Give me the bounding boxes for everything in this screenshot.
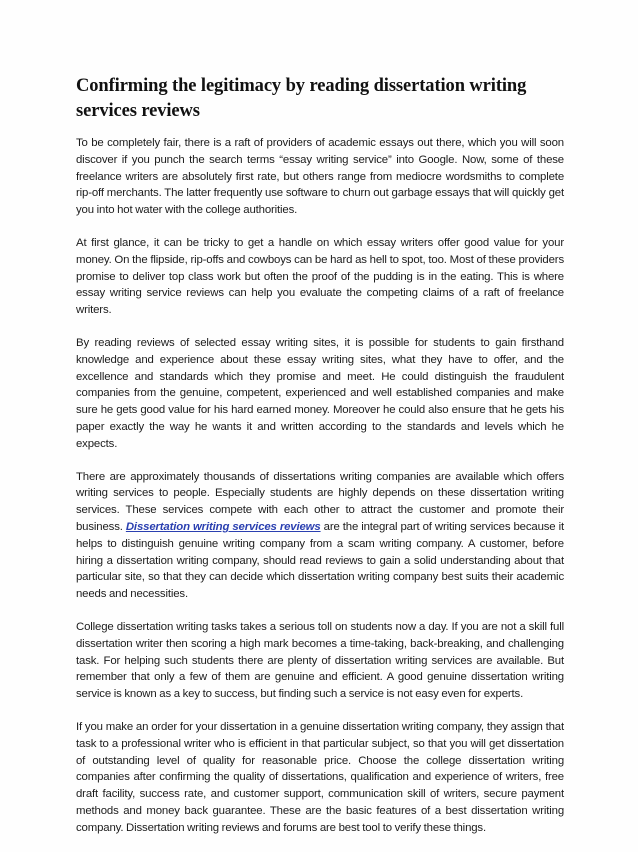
paragraph-make-order: If you make an order for your dissertation in a genuine dissertation writing company, they assign that task to a professional writer who is efficient in that particular subject, so that you will get dissertation of outstanding level of quality for reasonable price. Choose the college dissertation writing companies after confirming the quality of dissertations, qualification and experience of writers, free draft facility, success rate, and customer support, communication skill of writers, secure payment methods and money back guarantee. These are the basic features of a best dissertation writing company. Dissertation writing reviews and forums are best tool to verify these things. — [76, 720, 564, 834]
document-title: Confirming the legitimacy by reading dissertation writing services reviews — [76, 76, 527, 121]
paragraph-text-before-link: There are approximately thousands of dissertations writing companies are available which offers writing services to people. Especially students are highly depends on these dissertation writing services. These services compete with each other to attract the customer and promote their business. — [76, 470, 564, 533]
paragraph-thousands-companies — [76, 469, 564, 603]
document-page — [76, 74, 564, 852]
paragraph-college-tasks: College dissertation writing tasks takes a serious toll on students now a day. If you are not a skill full dissertation writer then scoring a high mark becomes a time-taking, back-breaking, and challenging task. For helping such students there are plenty of dissertation writing services are available. But remember that only a few of them are genuine and efficient. A good genuine dissertation writing service is known as a key to success, but finding such a service is not easy even for experts. — [76, 620, 564, 701]
paragraph-text-after-link: are the integral part of writing services because it helps to distinguish genuine writing company from a scam writing company. A customer, before hiring a dissertation writing company, should read reviews to gain a solid understanding about that particular site, so that they can decide which dissertation writing company best suits their academic needs and necessities. — [76, 520, 564, 601]
paragraph-first-glance: At first glance, it can be tricky to get a handle on which essay writers offer good value for your money. On the flipside, rip-offs and cowboys can be hard as hell to spot, too. Most of these providers promise to deliver top class work but often the proof of the pudding is in the eating. This is where essay writing service reviews can help you evaluate the competing claims of a raft of freelance writers. — [76, 236, 564, 317]
paragraph-intro: To be completely fair, there is a raft of providers of academic essays out there, which you will soon discover if you punch the search terms “essay writing service” into Google. Now, some of these freelance writers are absolutely first rate, but others range from mediocre wordsmiths to complete rip-off merchants. The latter frequently use software to churn out garbage essays that will quickly get you into hot water with the college authorities. — [76, 137, 564, 217]
dissertation-reviews-link[interactable]: Dissertation writing services reviews — [125, 520, 321, 533]
paragraph-reading-reviews: By reading reviews of selected essay writing sites, it is possible for students to gain firsthand knowledge and experience about these essay writing sites, what they have to offer, and the excellence and standards which they promise and meet. He could distinguish the fraudulent companies from the genuine, competent, experienced and well established companies and make sure he gets good value for his hard earned money. Moreover he could also ensure that he gets his paper exactly the way he wants it and written according to the standards and levels which he expects. — [76, 336, 564, 450]
